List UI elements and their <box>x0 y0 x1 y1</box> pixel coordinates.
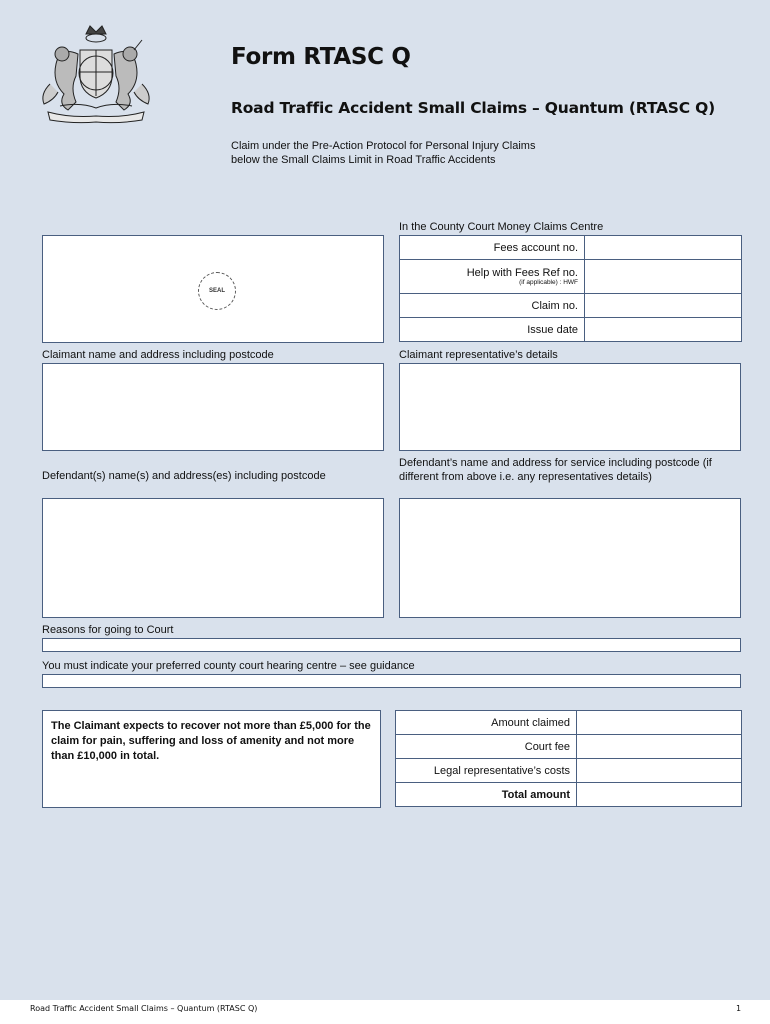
reasons-field[interactable] <box>42 638 741 652</box>
amount-row-court-fee <box>396 735 742 759</box>
issue-date-label: Issue date <box>400 318 585 342</box>
footer-text: Road Traffic Accident Small Claims – Quantum (RTASC Q) <box>30 1004 258 1013</box>
issue-date-field[interactable] <box>585 318 742 342</box>
defendant-service-label: Defendant’s name and address for service including postcode (if different from above i.e. any representatives details) <box>399 457 712 483</box>
reasons-label: Reasons for going to Court <box>42 624 174 636</box>
defendant-field[interactable] <box>42 498 384 618</box>
intro-line-2: below the Small Claims Limit in Road Traffic Accidents <box>231 153 496 166</box>
hearing-centre-label: You must indicate your preferred county court hearing centre – see guidance <box>42 660 415 672</box>
page-number: 1 <box>736 1004 742 1013</box>
fees-account-label: Fees account no. <box>400 236 585 260</box>
claim-value-statement: The Claimant expects to recover not more than £5,000 for the claim for pain, suffering and loss of amenity and not more than £10,000 in total. <box>42 710 381 808</box>
court-row-claim-no <box>400 294 742 318</box>
total-amount-field[interactable] <box>577 783 742 807</box>
seal-label: SEAL <box>208 288 225 294</box>
defendant-label: Defendant(s) name(s) and address(es) including postcode <box>42 470 326 482</box>
court-row-fees-account <box>400 236 742 260</box>
help-with-fees-label-text: Help with Fees Ref no. <box>466 266 578 279</box>
claim-no-field[interactable] <box>585 294 742 318</box>
help-with-fees-field[interactable] <box>585 260 742 294</box>
amount-row-legal-costs <box>396 759 742 783</box>
defendant-service-field[interactable] <box>399 498 741 618</box>
claimant-label: Claimant name and address including postcode <box>42 349 274 361</box>
total-amount-label: Total amount <box>396 783 577 807</box>
legal-costs-field[interactable] <box>577 759 742 783</box>
amount-row-claimed <box>396 711 742 735</box>
form-subtitle: Road Traffic Accident Small Claims – Quantum (RTASC Q) <box>231 99 715 117</box>
amount-claimed-label: Amount claimed <box>396 711 577 735</box>
legal-costs-label: Legal representative’s costs <box>396 759 577 783</box>
representative-field[interactable] <box>399 363 741 451</box>
claimant-field[interactable] <box>42 363 384 451</box>
help-with-fees-note: (if applicable) : HWF <box>519 278 578 286</box>
court-fee-label: Court fee <box>396 735 577 759</box>
court-row-issue-date <box>400 318 742 342</box>
court-fee-field[interactable] <box>577 735 742 759</box>
help-with-fees-label <box>400 260 585 294</box>
amounts-table <box>395 710 742 807</box>
court-row-help-with-fees <box>400 260 742 294</box>
fees-account-field[interactable] <box>585 236 742 260</box>
intro-line-1: Claim under the Pre-Action Protocol for Personal Injury Claims <box>231 140 536 152</box>
form-title: Form RTASC Q <box>231 44 411 70</box>
royal-coat-of-arms-icon <box>30 24 162 124</box>
hearing-centre-field[interactable] <box>42 674 741 688</box>
seal-box <box>42 235 384 343</box>
intro-text <box>231 140 611 167</box>
amount-claimed-field[interactable] <box>577 711 742 735</box>
court-heading: In the County Court Money Claims Centre <box>399 221 604 233</box>
amount-row-total <box>396 783 742 807</box>
claim-no-label: Claim no. <box>400 294 585 318</box>
seal-stamp <box>198 272 236 310</box>
court-details-table <box>399 235 742 342</box>
representative-label: Claimant representative’s details <box>399 349 558 361</box>
